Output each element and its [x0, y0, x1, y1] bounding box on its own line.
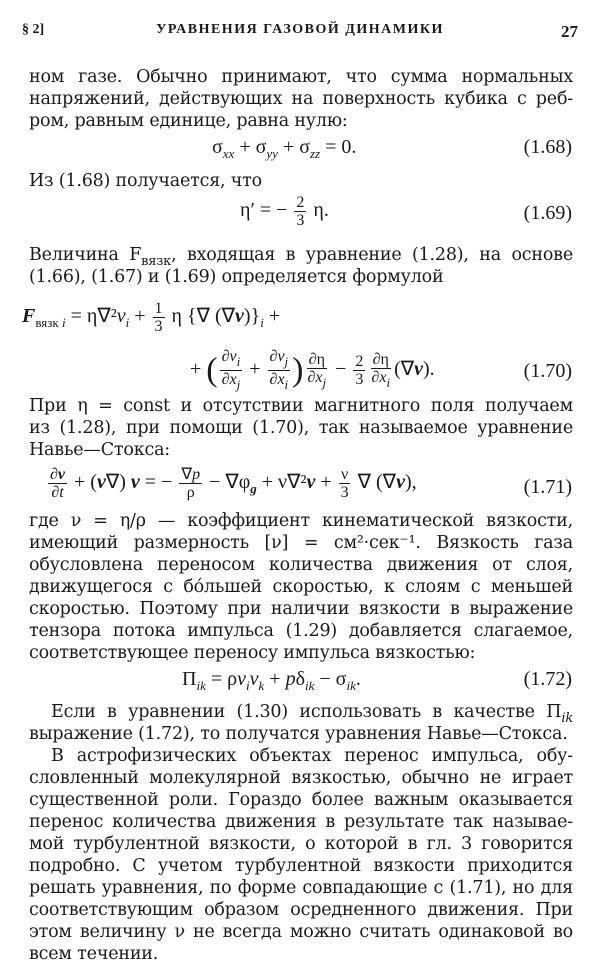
equation-1-69: η′ = − $\frac{2}{3}$ η.	[240, 194, 329, 229]
equation-number: (1.68)	[523, 136, 572, 158]
text-line: существенной роли. Гораздо более важным оказывается	[29, 790, 573, 810]
equation-number: (1.72)	[523, 668, 572, 690]
text-line: ром, равным единице, равна нулю:	[29, 111, 348, 131]
subscript: ik	[561, 711, 573, 726]
equation-1-72: $\Pi_{ik} = \rho v_iv_k + p\delta_{ik} - \sigma_{ik}$.	[182, 668, 361, 693]
text-line: решать уравнения, по форме совпадающие с (1.71), но для	[29, 878, 573, 898]
text-span: , входящая в уравнение (1.28), на основе	[171, 245, 573, 265]
page-number: 27	[561, 22, 578, 41]
running-title: УРАВНЕНИЯ ГАЗОВОЙ ДИНАМИКИ	[156, 22, 444, 37]
subscript: вязк	[141, 254, 172, 269]
equation-1-70-line1: $F_{вязк i} = \eta\nabla^2v_i$ + $\frac{1}{3}$ η {∇ $(\nabla v)\}_i$ +	[22, 300, 281, 335]
equation-1-71: $\frac{\partial v}{\partial t}$ + (v∇) v = − $\frac{\nabla p}{\rho}$ − $\nabla\varphi_g + \nu\nabla^2v$ + $\frac{\nu}{3}$ ∇ (∇v),	[50, 466, 417, 501]
text-line: В астрофизических объектах перенос импульса, обу-	[51, 746, 573, 766]
text-span: Величина F	[29, 245, 142, 265]
text-line: (1.66), (1.67) и (1.69) определяется формулой	[29, 267, 444, 287]
text-line: соответствующее переносу импульса вязкостью:	[29, 643, 476, 663]
text-line: перенос количества движения в результате так называе-	[29, 812, 573, 832]
equation-number: (1.70)	[523, 360, 572, 382]
running-header	[22, 22, 578, 44]
text-span: Если в уравнении (1.30) использовать в качестве Π	[51, 702, 562, 722]
text-line: скоростью. Поэтому при наличии вязкости в выражение	[29, 599, 573, 619]
text-line: напряжений, действующих на поверхность кубика с реб-	[29, 89, 573, 109]
text-line: соответствующим образом осредненного движения. При	[29, 900, 573, 920]
text-line: ном газе. Обычно принимают, что сумма нормальных	[29, 67, 573, 87]
text-line: тензора потока импульса (1.29) добавляется слагаемое,	[29, 621, 573, 641]
section-marker: § 2]	[22, 22, 45, 37]
text-line: из (1.28), при помощи (1.70), так называемое уравнение	[29, 418, 573, 438]
equation-1-68: $\sigma_{xx} + \sigma_{yy} + \sigma_{zz} = 0$.	[212, 136, 357, 161]
text-line: При η = const и отсутствии магнитного поля получаем	[29, 396, 573, 416]
text-line: выражение (1.72), то получатся уравнения Навье—Стокса.	[29, 724, 568, 744]
text-line: словленный молекулярной вязкостью, обычно не играет	[29, 768, 573, 788]
text-line: имеющий размерность [ν] = см²·сек⁻¹. Вязкость газа	[29, 533, 573, 553]
equation-number: (1.69)	[523, 202, 572, 224]
text-line: где ν = η/ρ — коэффициент кинематической вязкости,	[29, 511, 573, 531]
text-line: подробно. С учетом турбулентной вязкости приходится	[29, 856, 573, 876]
equation-1-70-line2: + ( $\frac{\partial v_i}{\partial x_j}$ + $\frac{\partial v_j}{\partial x_i}$ ) $\frac{\partial\eta}{\partial x_j}$ − $\frac{2}{3}$ $\frac{\partial\eta}{\partial x_i}$ (∇v).	[190, 348, 435, 392]
text-line: Из (1.68) получается, что	[29, 171, 262, 191]
text-line: всем течении.	[29, 944, 159, 964]
text-line: этом величину ν не всегда можно считать одинаковой во	[29, 922, 573, 942]
text-line: движущегося с бóльшей скоростью, к слоям с меньшей	[29, 577, 573, 597]
equation-number: (1.71)	[523, 476, 572, 498]
text-line: обусловлена переносом количества движения от слоя,	[29, 555, 573, 575]
text-line: Навье—Стокса:	[29, 440, 171, 460]
text-line: мой турбулентной вязкости, о которой в гл. 3 говорится	[29, 834, 573, 854]
